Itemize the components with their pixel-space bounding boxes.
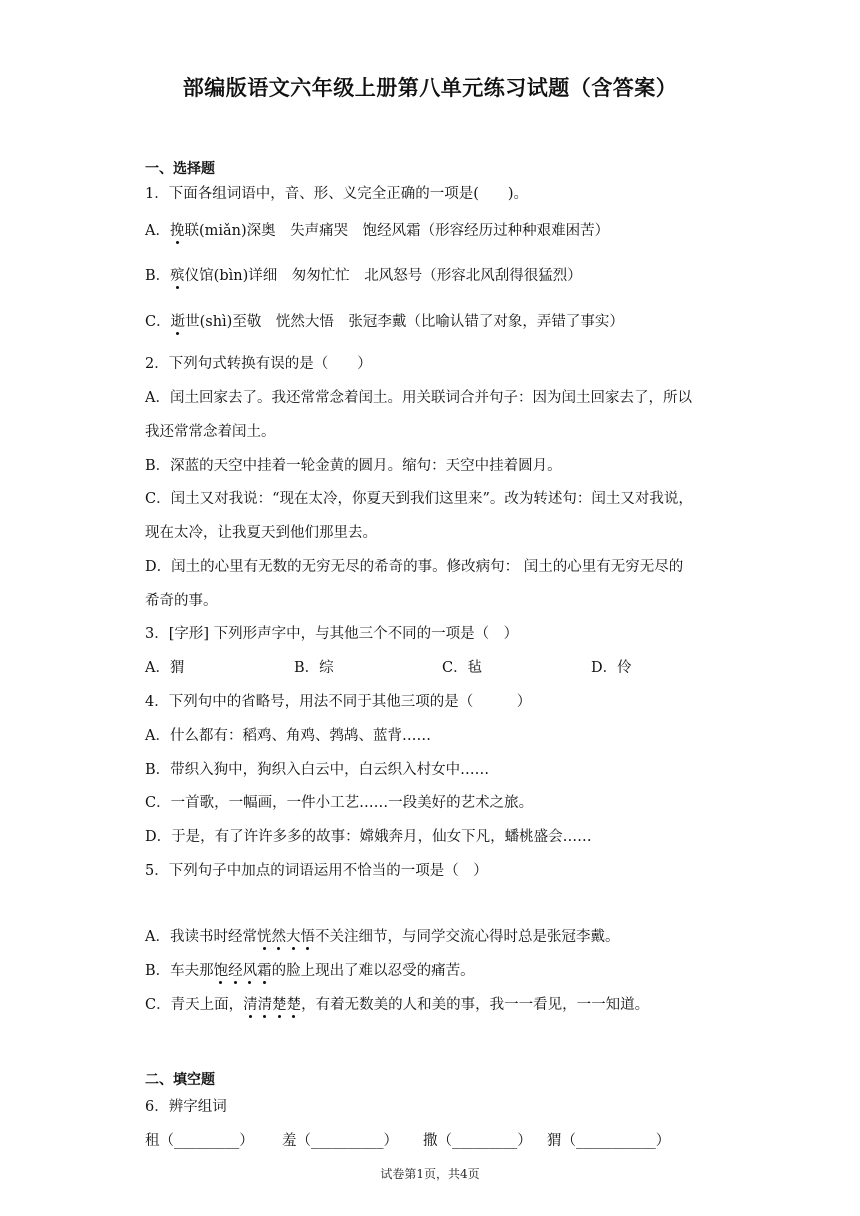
dotted-char: 经 xyxy=(228,963,243,979)
q6-blank-1[interactable]: 租（_________） xyxy=(145,1133,254,1149)
dotted-char: 恍 xyxy=(256,929,272,945)
q2-option-d-line1: D．闰土的心里有无数的无穷无尽的希奇的事。修改病句： 闰土的心里有无穷无尽的 xyxy=(145,559,684,575)
q2-option-d-line2: 希奇的事。 xyxy=(145,593,218,609)
dotted-char: 挽 xyxy=(169,223,185,239)
dotted-char: 饱 xyxy=(213,963,229,979)
q2-option-a-line1: A．闰土回家去了。我还常常念着闰土。用关联词合并句子：因为闰土回家去了，所以 xyxy=(145,390,692,406)
q3-option-b: B．综 xyxy=(294,660,334,676)
dotted-word xyxy=(257,929,315,945)
section-heading-choice: 一、选择题 xyxy=(145,161,215,177)
q2-option-c-line1: C．闰土又对我说：“现在太冷，你夏天到我们这里来”。改为转述句：闰土又对我说， xyxy=(145,491,693,507)
q6-blank-3[interactable]: 撒（_________） xyxy=(423,1133,532,1149)
q3-options xyxy=(145,658,745,678)
q1-option-c: C．逝世(shì)至敬 恍然大悟 张冠李戴（比喻认错了对象，弄错了事实） xyxy=(145,314,624,330)
q2-option-a-line2: 我还常常念着闰土。 xyxy=(145,424,276,440)
dotted-char: 逝 xyxy=(170,314,186,330)
q2-option-b: B．深蓝的天空中挂着一轮金黄的圆月。缩句：天空中挂着圆月。 xyxy=(145,458,562,474)
q4-option-b: B．带织入狗中，狗织入白云中，白云织入村女中…… xyxy=(145,762,490,778)
dotted-word xyxy=(243,997,301,1013)
q3-option-d: D．伶 xyxy=(591,660,632,676)
q4-stem: 4．下列句中的省略号，用法不同于其他三项的是（ ） xyxy=(145,694,532,710)
dotted-char: 清 xyxy=(243,997,258,1013)
dotted-char: 风 xyxy=(242,963,258,979)
q6-blanks xyxy=(145,1131,705,1151)
q5-stem: 5．下列句子中加点的词语运用不恰当的一项是（ ） xyxy=(145,863,488,879)
q1-stem: 1．下面各组词语中，音、形、义完全正确的一项是( )。 xyxy=(145,186,529,202)
q2-stem: 2．下列句式转换有误的是（ ） xyxy=(145,356,372,372)
dotted-char: 悟 xyxy=(300,929,315,945)
q2-option-c-line2: 现在太冷，让我夏天到他们那里去。 xyxy=(145,525,377,541)
dotted-word xyxy=(214,963,272,979)
dotted-char: 殡 xyxy=(170,268,185,284)
q1-option-a: A．挽联(miǎn)深奥 失声痛哭 饱经风霜（形容经历过种种艰难困苦） xyxy=(145,223,610,239)
q5-option-b: B．车夫那饱经风霜的脸上现出了难以忍受的痛苦。 xyxy=(145,963,475,979)
dotted-char: 清 xyxy=(257,997,273,1013)
q5-option-c: C．青天上面，清清楚楚，有着无数美的人和美的事，我一一看见，一一知道。 xyxy=(145,997,650,1013)
dotted-char: 霜 xyxy=(257,963,272,979)
q3-stem: 3．[字形] 下列形声字中，与其他三个不同的一项是（ ） xyxy=(145,626,519,642)
q6-blank-2[interactable]: 羞（__________） xyxy=(282,1133,398,1149)
q3-option-c: C．毡 xyxy=(442,660,483,676)
q4-option-d: D．于是，有了许许多多的故事：嫦娥奔月，仙女下凡，蟠桃盛会…… xyxy=(145,829,592,845)
q1-option-b: B．殡仪馆(bìn)详细 匆匆忙忙 北风怒号（形容北风刮得很猛烈） xyxy=(145,268,582,284)
page-footer: 试卷第1页，共4页 xyxy=(380,1167,480,1181)
section-heading-fill: 二、填空题 xyxy=(145,1072,215,1088)
dotted-char: 楚 xyxy=(272,997,287,1013)
q6-stem: 6．辨字组词 xyxy=(145,1099,227,1115)
dotted-char: 大 xyxy=(285,929,301,945)
dotted-char: 楚 xyxy=(286,997,302,1013)
page-title: 部编版语文六年级上册第八单元练习试题（含答案） xyxy=(182,76,678,100)
q6-blank-4[interactable]: 猬（___________） xyxy=(547,1133,671,1149)
q3-option-a: A．猬 xyxy=(145,660,185,676)
q4-option-a: A．什么都有：稻鸡、角鸡、鹁鸪、蓝背…… xyxy=(145,728,431,744)
dotted-char: 然 xyxy=(271,929,286,945)
q5-option-a: A．我读书时经常恍然大悟不关注细节，与同学交流心得时总是张冠李戴。 xyxy=(145,929,620,945)
q4-option-c: C．一首歌，一幅画，一件小工艺……一段美好的艺术之旅。 xyxy=(145,795,534,811)
